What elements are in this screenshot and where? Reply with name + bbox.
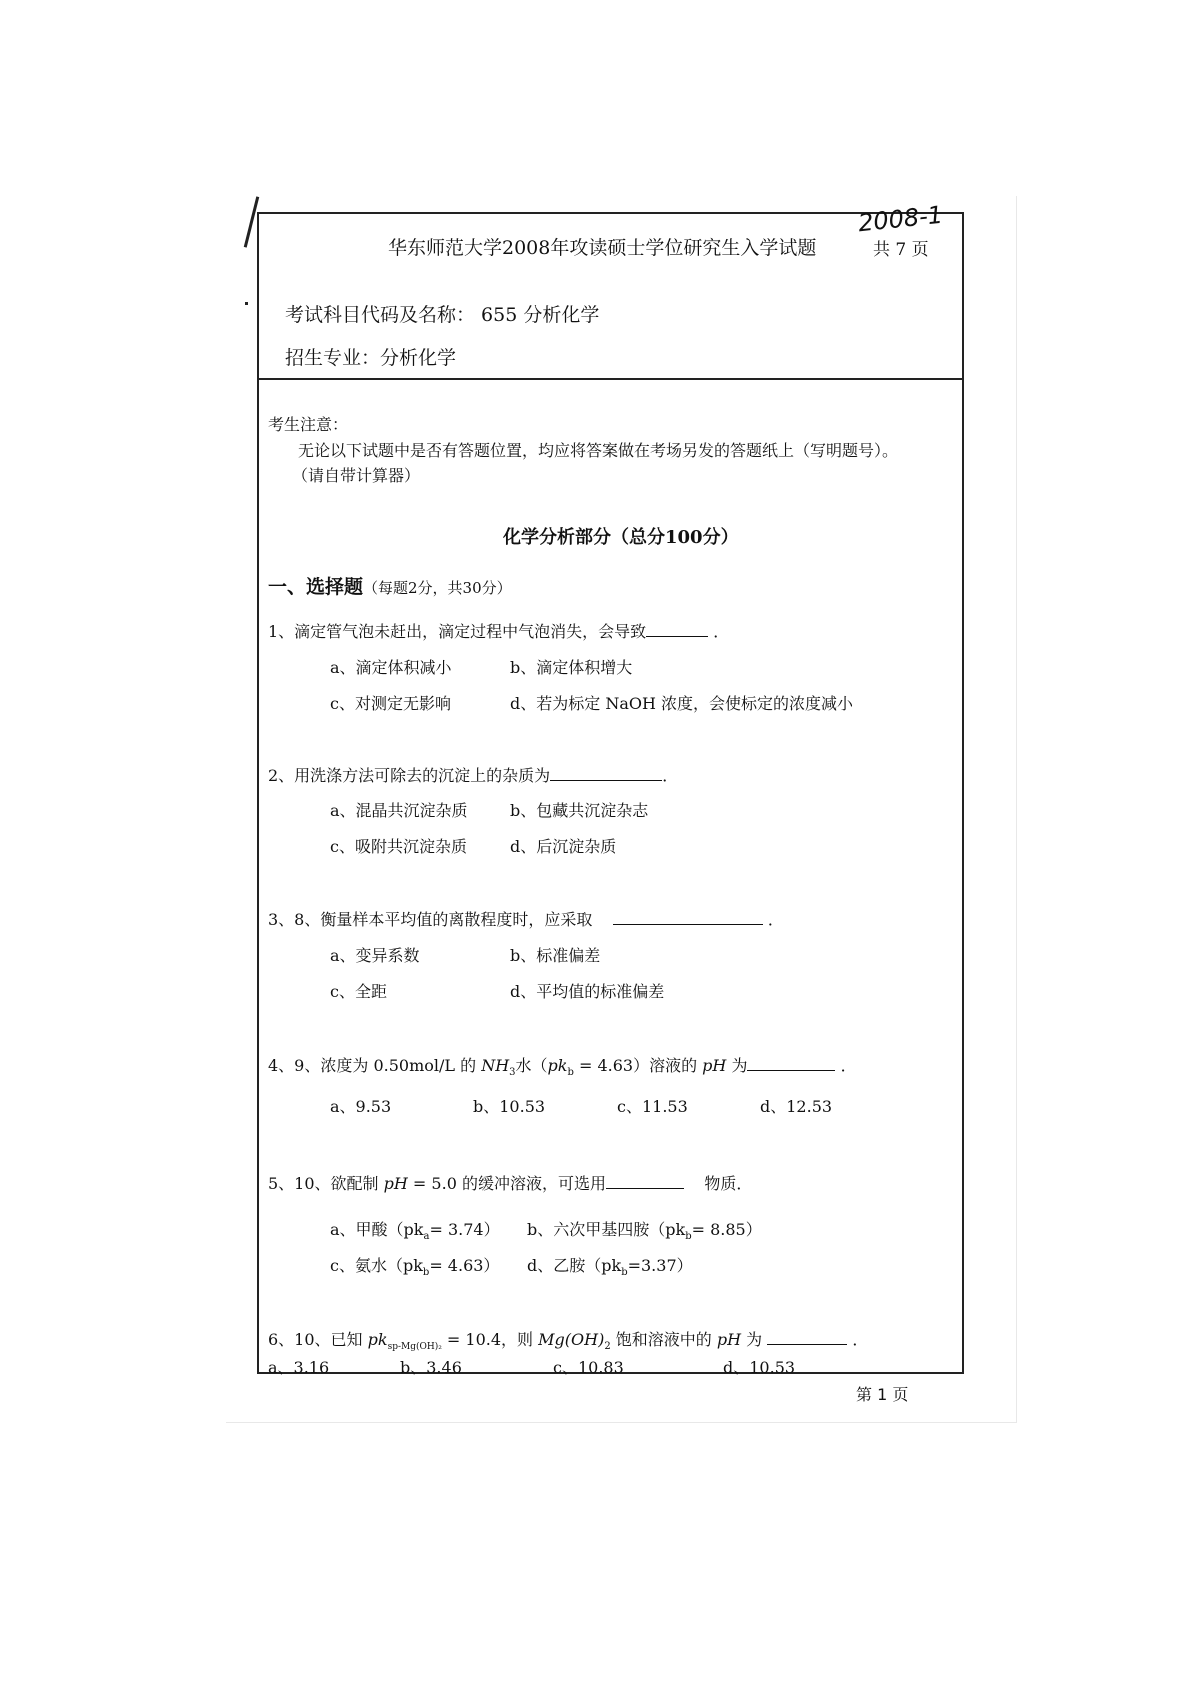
option-text: = 3.74） [429,1220,500,1239]
option-b: b、10.53 [473,1097,546,1116]
formula-subscript: 2 [604,1341,611,1353]
option-d [527,1253,693,1278]
scan-mark [245,302,248,305]
part-title-text: 一、选择题 [268,576,364,598]
formula: Mg(OH) [538,1330,605,1349]
question-text: 6、10、已知 [268,1330,368,1349]
option-b: b、包藏共沉淀杂志 [510,801,649,820]
option-text: b、六次甲基四胺（pk [527,1220,686,1239]
formula-subscript: b [567,1067,574,1079]
exam-frame [257,212,964,1374]
option-c: c、吸附共沉淀杂质 [330,837,467,856]
exam-major: 招生专业：分析化学 [285,347,457,369]
formula-subscript: a [423,1231,430,1243]
formula-subscript: sp-Mg(OH)₂ [387,1342,442,1353]
option-text: = 4.63） [429,1256,500,1275]
formula: pH [716,1330,742,1349]
question-tail: 物质． [704,1174,753,1193]
exam-subject: 考试科目代码及名称： 655 分析化学 [285,304,600,326]
option-a: a、3.16 [268,1358,330,1377]
option-b [527,1217,762,1242]
option-text: c、氨水（pk [330,1256,423,1275]
question-text: 4、9、浓度为 0.50mol/L 的 [268,1056,482,1075]
option-d: d、若为标定 NaOH 浓度，会使标定的浓度减小 [510,694,854,713]
question-5-stem [268,1171,752,1194]
formula: pk [367,1330,388,1349]
question-text: 3、8、衡量样本平均值的离散程度时，应采取 [268,910,593,929]
page-number: 第 1 页 [856,1385,909,1404]
part-score: （每题2分，共30分） [363,579,512,597]
question-2-stem [268,763,678,786]
notice-heading: 考生注意： [268,415,349,434]
answer-blank [646,622,708,637]
question-tail: ． [662,766,679,785]
question-3-stem [268,907,784,930]
question-text: 1、滴定管气泡未赶出，滴定过程中气泡消失，会导致 [268,622,647,641]
section-title: 化学分析部分（总分100分） [503,527,739,548]
option-a: a、变异系数 [330,946,420,965]
question-text: = 4.63）溶液的 [573,1056,703,1075]
question-text: = 10.4，则 [441,1330,539,1349]
question-4-stem [268,1053,857,1078]
question-text: = 5.0 的缓冲溶液，可选用 [407,1174,606,1193]
question-tail: ． [713,622,730,641]
answer-blank [767,1330,847,1345]
answer-blank [606,1174,684,1189]
question-text: 水（ [515,1056,548,1075]
question-text: 5、10、欲配制 [268,1174,384,1193]
exam-title: 华东师范大学2008年攻读硕士学位研究生入学试题 [388,237,817,259]
answer-blank [550,766,662,781]
option-c: c、全距 [330,982,387,1001]
notice-line: 无论以下试题中是否有答题位置，均应将答案做在考场另发的答题纸上（写明题号）。 [298,441,899,460]
formula: pH [383,1174,408,1193]
option-d: d、12.53 [760,1097,833,1116]
option-d: d、平均值的标准偏差 [510,982,665,1001]
formula: pk [547,1056,568,1075]
option-text: a、甲酸（pk [330,1220,424,1239]
option-c: c、11.53 [617,1097,688,1116]
option-a: a、混晶共沉淀杂质 [330,801,468,820]
option-a: a、9.53 [330,1097,392,1116]
option-b: b、3.46 [400,1358,462,1377]
option-c: c、对测定无影响 [330,694,451,713]
formula-subscript: b [621,1267,628,1279]
option-d: d、10.53 [723,1358,796,1377]
header-divider [257,378,964,380]
question-tail: ． [767,910,784,929]
option-b: b、标准偏差 [510,946,601,965]
answer-blank [747,1056,835,1071]
notice-line: （请自带计算器） [292,466,421,485]
question-1-stem [268,619,729,642]
option-text: d、乙胺（pk [527,1256,622,1275]
question-text: 2、用洗涤方法可除去的沉淀上的杂质为 [268,766,551,785]
option-text: = 8.85） [691,1220,762,1239]
option-c [330,1253,499,1278]
answer-blank [613,910,763,925]
option-a [330,1217,500,1242]
part-title [268,572,512,599]
formula-subscript: b [685,1231,692,1243]
handwritten-note: 2008-1 [856,200,945,238]
option-text: =3.37） [627,1256,693,1275]
formula: NH [481,1056,510,1075]
question-text: 为 [726,1056,748,1075]
formula-subscript: b [422,1267,430,1279]
question-tail: ． [852,1330,869,1349]
option-c: c、10.83 [553,1358,624,1377]
option-b: b、滴定体积增大 [510,658,633,677]
question-text: 为 [741,1330,763,1349]
question-text: 饱和溶液中的 [610,1330,717,1349]
formula: pH [702,1056,727,1075]
option-d: d、后沉淀杂质 [510,837,617,856]
formula-subscript: 3 [509,1067,516,1079]
question-tail: ． [840,1056,857,1075]
total-pages: 共 7 页 [873,240,929,260]
question-6-stem [268,1327,868,1352]
option-a: a、滴定体积减小 [330,658,452,677]
